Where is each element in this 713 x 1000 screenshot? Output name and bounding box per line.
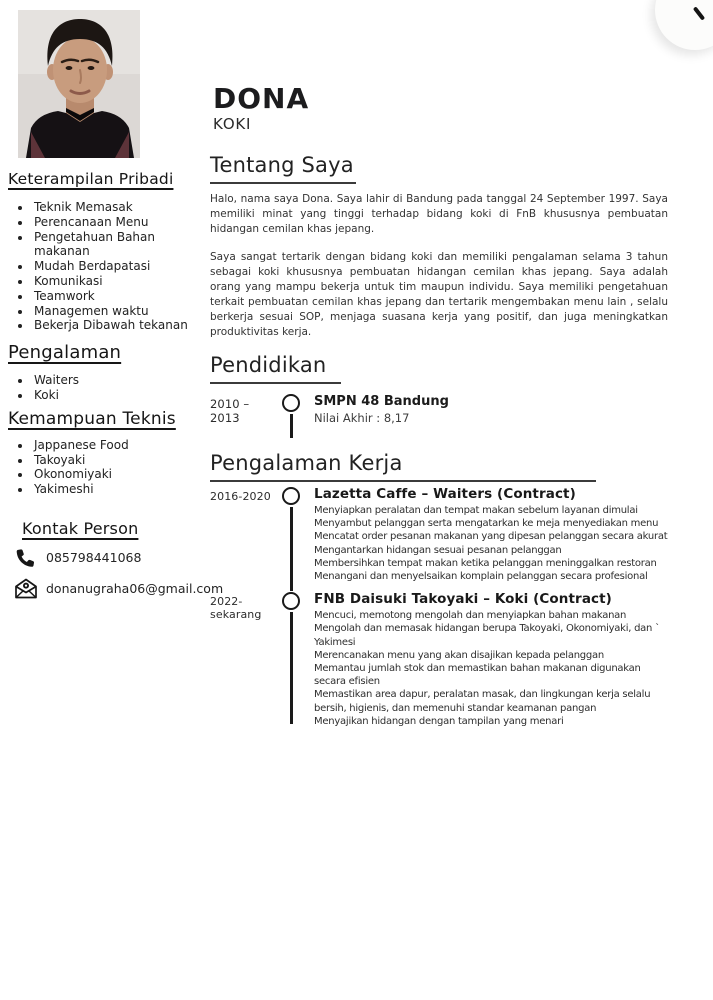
job-duty: Menyajikan hidangan dengan tampilan yang menari [314, 715, 564, 727]
section-heading-work: Pengalaman Kerja [210, 451, 403, 475]
personal-skill-item: • Managemen waktu [32, 304, 206, 319]
timeline-circle-icon [282, 487, 300, 505]
page-curl [655, 0, 713, 50]
phone-receiver-icon [14, 547, 38, 569]
job-duty: Mengantarkan hidangan sesuai pesanan pelanggan [314, 544, 562, 556]
job-duties-list [314, 504, 668, 583]
candidate-role: KOKI [213, 115, 252, 133]
profile-photo [18, 10, 140, 158]
section-about [210, 152, 668, 340]
timeline-marker [278, 486, 304, 591]
section-heading-contact: Kontak Person [22, 518, 139, 538]
heading-rule [210, 182, 356, 184]
heading-rule [210, 480, 596, 482]
job-duty: Mengolah dan memasak hidangan berupa Takoyaki, Okonomiyaki, dan ` Yakimesi [314, 623, 660, 648]
heading-rule [210, 382, 341, 384]
timeline-circle-icon [282, 394, 300, 412]
timeline-marker [278, 393, 304, 446]
job-years: 2022-sekarang [210, 595, 262, 622]
section-heading-personal-skills: Keterampilan Pribadi [8, 170, 174, 188]
job-duty: Merencanakan menu yang akan disajikan kepada pelanggan [314, 649, 604, 661]
email-address: donanugraha06@gmail.com [46, 581, 224, 597]
experience-item: • Koki [32, 388, 206, 403]
experience-item: • Waiters [32, 373, 206, 388]
section-heading-experience-list: Pengalaman [8, 342, 122, 364]
open-envelope-icon [14, 578, 38, 600]
job-duty: Menyambut pelanggan serta mengatarkan ke meja menyediakan menu [314, 518, 659, 530]
personal-skill-item: • Pengetahuan Bahan makanan [32, 230, 206, 260]
job-duty: Membersihkan tempat makan ketika pelanggan meninggalkan restoran [314, 557, 657, 569]
section-heading-about: Tentang Saya [210, 153, 354, 177]
personal-skill-item: • Perencanaan Menu [32, 215, 206, 230]
technical-skill-item: • Takoyaki [32, 453, 206, 468]
job-title: Lazetta Caffe – Waiters (Contract) [314, 486, 576, 502]
education-detail: Nilai Akhir : 8,17 [314, 411, 410, 425]
job-duty: Menangani dan menyelsaikan komplain pelanggan secara profesional [314, 571, 648, 583]
technical-skill-item: • Okonomiyaki [32, 467, 206, 482]
personal-skill-item: • Teamwork [32, 289, 206, 304]
job-entry [210, 486, 668, 591]
job-duty: Memantau jumlah stok dan memastikan bahan makanan digunakan secara efisien [314, 663, 641, 688]
technical-skills-list [8, 438, 206, 497]
contact-email-row [8, 578, 224, 600]
education-school: SMPN 48 Bandung [314, 394, 449, 409]
phone-number: 085798441068 [46, 550, 142, 566]
education-content [304, 393, 668, 446]
candidate-name: DONA [213, 82, 310, 115]
personal-skill-item: • Teknik Memasak [32, 200, 206, 215]
section-heading-technical-skills: Kemampuan Teknis [8, 408, 176, 429]
personal-skill-item: • Bekerja Dibawah tekanan [32, 318, 206, 333]
timeline-marker [278, 591, 304, 728]
job-content [304, 486, 668, 591]
personal-skill-item: • Mudah Berdapatasi [32, 259, 206, 274]
about-paragraph-1: Halo, nama saya Dona. Saya lahir di Bandung pada tanggal 24 September 1997. Saya memiliki minat yang tinggi terhadap bidang koki di FnB khususnya pembuatan hidangan cemilan khas jepang. [210, 193, 668, 235]
sidebar [8, 170, 224, 600]
technical-skill-item: • Yakimeshi [32, 482, 206, 497]
section-heading-education: Pendidikan [210, 353, 327, 377]
experience-list [8, 373, 206, 403]
portrait-illustration [18, 10, 140, 158]
job-duty: Mencatat order pesanan makanan yang dipesan pelanggan secara akurat [314, 531, 668, 543]
timeline-line [290, 612, 293, 724]
about-paragraph-2: Saya sangat tertarik dengan bidang koki dan memiliki pengalaman selama 3 tahun sebagai koki khususnya pembuatan hidangan cemilan khas jepang. Saya adalah orang yang mampu bekerja untuk tim maupun individu. Saya memiliki pengetahuan terkait pembuatan cemilan khas jepang dan tertarik mengembakan menu lain , selalu berkerja sesuai SOP, menjaga suasana kerja yang positif, dan juga meningkatkan produktivitas kerja. [210, 251, 668, 338]
job-duty: Menyiapkan peralatan dan tempat makan sebelum layanan dimulai [314, 505, 638, 516]
job-duties-list [314, 609, 668, 728]
personal-skills-list [8, 200, 206, 333]
education-years: 2010 – 2013 [210, 397, 250, 425]
job-years: 2016-2020 [210, 490, 271, 503]
contact-phone-row [8, 547, 206, 569]
section-education [210, 352, 668, 446]
education-entry [210, 393, 668, 446]
job-content [304, 591, 668, 728]
job-title: FNB Daisuki Takoyaki – Koki (Contract) [314, 591, 612, 608]
main-column [210, 152, 668, 728]
job-entry [210, 591, 668, 728]
technical-skill-item: • Jappanese Food [32, 438, 206, 453]
personal-skill-item: • Komunikasi [32, 274, 206, 289]
job-duty: Mencuci, memotong mengolah dan menyiapkan bahan makanan [314, 610, 627, 622]
section-work-experience [210, 450, 668, 728]
timeline-line [290, 414, 293, 438]
header [213, 84, 309, 133]
timeline-line [290, 507, 293, 591]
job-duty: Memastikan area dapur, peralatan masak, dan lingkungan kerja selalu bersih, higienis, dan memenuhi standar keamanan pangan [314, 689, 651, 714]
timeline-circle-icon [282, 592, 300, 610]
